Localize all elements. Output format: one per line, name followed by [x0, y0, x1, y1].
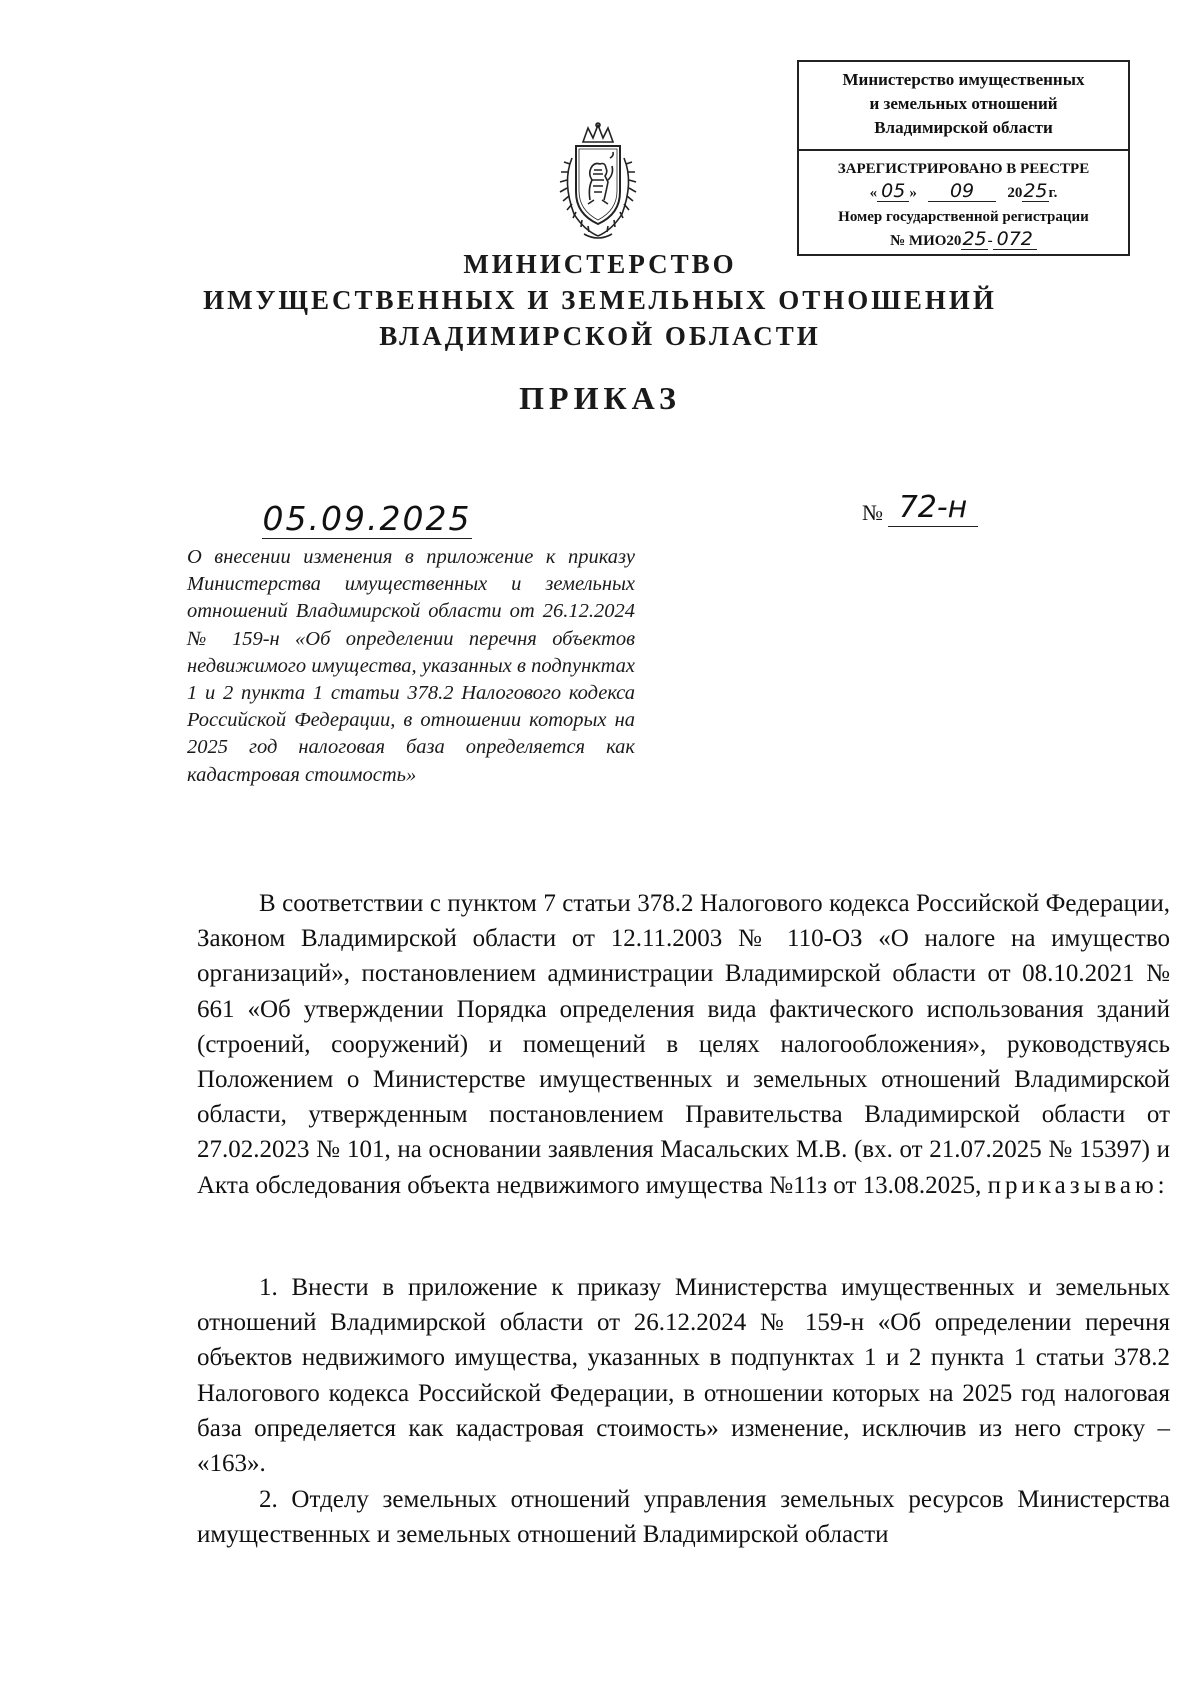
preamble-text: В соответствии с пунктом 7 статьи 378.2 Налогового кодекса Российской Федерации, Законом Владимирской области от 12.11.2003 № 110-ОЗ «О налоге на имущество организаций», постановлением администрации Владимирской области от 08.10.2021 № 661 «Об утверждении Порядка определения вида фактического использования зданий (строений, сооружений) и помещений в целях налогообложения», руководствуясь Положением о Министерстве имущественных и земельных отношений Владимирской области, утвержденным постановлением Правительства Владимирской области от 27.02.2023 № 101, на основании заявления Масальских М.В. (вх. от 21.07.2025 № 15397) и Акта обследования объекта недвижимого имущества №11з от 13.08.2025, — [197, 890, 1170, 1199]
item-2-paragraph: 2. Отделу земельных отношений управления земельных ресурсов Министерства имущественных и земельных отношений Владимирской области — [197, 1486, 1170, 1549]
order-number: 72-н — [888, 490, 978, 527]
coat-of-arms-icon — [548, 122, 648, 244]
stamp-date: « 05 » 09 2025г. — [869, 180, 1058, 202]
order-subject: О внесении изменения в приложение к приказу Министерства имущественных и земельных отношений Владимирской области от 26.12.2024 № 159-н «Об определении перечня объектов недвижимого имущества, указанных в подпунктах 1 и 2 пункта 1 статьи 378.2 Налогового кодекса Российской Федерации, в отношении которых на 2025 год налоговая база определяется как кадастровая стоимость» — [187, 546, 635, 786]
stamp-day: 05 — [877, 181, 909, 202]
stamp-year-prefix: 20 — [1007, 185, 1023, 201]
stamp-ministry-block — [799, 62, 1128, 151]
stamp-year-suffix: 25 — [1023, 180, 1048, 202]
item-1-paragraph: 1. Внести в приложение к приказу Министерства имущественных и земельных отношений Владимирской области от 26.12.2024 № 159-н «Об определении перечня объектов недвижимого имущества, указанных в подпунктах 1 и 2 пункта 1 статьи 378.2 Налогового кодекса Российской Федерации, в отношении которых на 2025 год налоговая база определяется как кадастровая стоимость» изменение, исключив из него строку – «163». — [197, 1274, 1170, 1478]
document-type-title: ПРИКАЗ — [519, 380, 681, 416]
stamp-reg-prefix: № МИО20 — [890, 233, 962, 249]
stamp-reg-year: 25 — [962, 228, 987, 250]
registration-stamp — [797, 60, 1130, 256]
stamp-ministry-line-2: и земельных отношений — [869, 94, 1058, 113]
stamp-ministry-line-3: Владимирской области — [874, 118, 1053, 137]
stamp-ministry-line-1: Министерство имущественных — [842, 70, 1085, 89]
ministry-header — [180, 246, 1020, 354]
preamble-paragraph — [197, 886, 1170, 1203]
order-number-label: № — [862, 500, 883, 525]
stamp-registered-label: ЗАРЕГИСТРИРОВАНО В РЕЕСТРЕ — [837, 161, 1090, 177]
stamp-reg-number: № МИО2025- 072 — [799, 229, 1128, 253]
ministry-header-line-1: МИНИСТЕРСТВО — [463, 249, 737, 279]
stamp-reg-value: 072 — [993, 229, 1037, 250]
ministry-header-line-2: ИМУЩЕСТВЕННЫХ И ЗЕМЕЛЬНЫХ ОТНОШЕНИЙ — [203, 285, 997, 315]
stamp-month: 09 — [928, 181, 996, 202]
stamp-reg-number-label: Номер государственной регистрации — [838, 209, 1089, 225]
order-date: 05.09.2025 — [262, 499, 472, 538]
stamp-registration-block — [799, 151, 1128, 253]
order-word: приказываю: — [987, 1171, 1169, 1199]
ministry-header-line-3: ВЛАДИМИРСКОЙ ОБЛАСТИ — [379, 321, 821, 351]
stamp-year-end: г. — [1048, 185, 1058, 201]
